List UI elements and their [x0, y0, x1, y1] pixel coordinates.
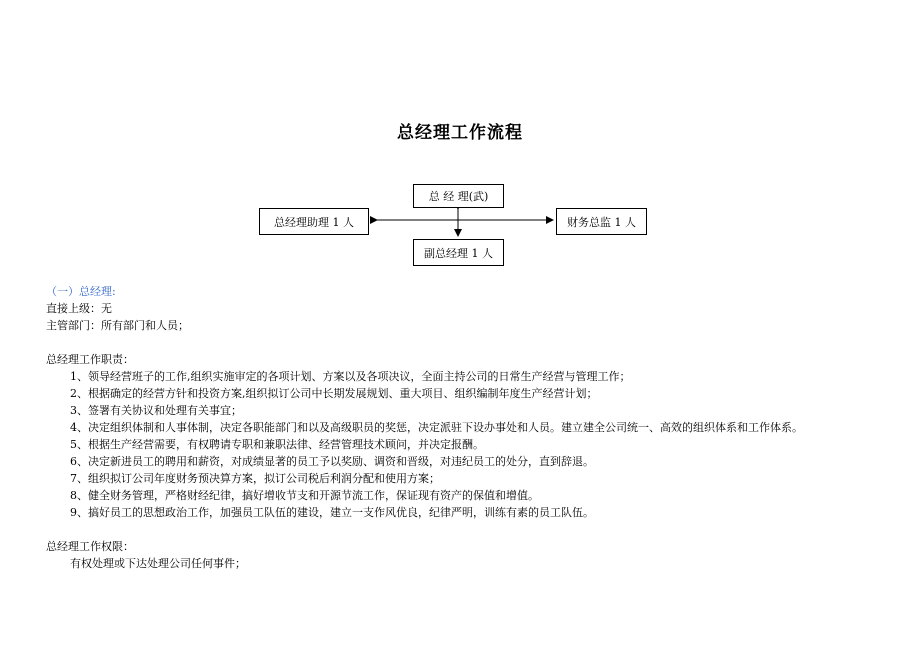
authority-heading: 总经理工作权限：	[46, 540, 134, 553]
managed-departments: 主管部门：所有部门和人员；	[46, 319, 189, 332]
responsibility-item: 5、根据生产经营需要，有权聘请专职和兼职法律、经营管理技术顾问，并决定报酬。	[70, 438, 484, 451]
authority-text: 有权处理或下达处理公司任何事件；	[70, 557, 246, 570]
responsibility-item: 2、根据确定的经营方针和投资方案,组织拟订公司中长期发展规划、重大项目、组织编制年度生产经营计划；	[70, 387, 598, 400]
responsibility-item: 9、搞好员工的思想政治工作，加强员工队伍的建设，建立一支作风优良，纪律严明，训练有素的员工队伍。	[70, 506, 594, 519]
section-heading: （一）总经理:	[46, 285, 116, 298]
responsibility-item: 6、决定新进员工的聘用和薪资，对成绩显著的员工予以奖励、调资和晋级，对违纪员工的处分，直到辞退。	[70, 455, 594, 468]
direct-superior: 直接上级：无	[46, 302, 112, 315]
assistant-box: 总经理助理 1 人	[259, 208, 369, 235]
finance-director-box: 财务总监 1 人	[556, 208, 647, 235]
responsibility-item: 3、签署有关协议和处理有关事宜；	[70, 404, 242, 417]
responsibility-item: 7、组织拟订公司年度财务预决算方案，拟订公司税后利润分配和使用方案；	[70, 472, 440, 485]
deputy-manager-box: 副总经理 1 人	[413, 239, 504, 266]
responsibility-item: 8、健全财务管理，严格财经纪律，搞好增收节支和开源节流工作，保证现有资产的保值和增值。	[70, 489, 539, 502]
responsibility-item: 1、领导经营班子的工作,组织实施审定的各项计划、方案以及各项决议，全面主持公司的日常生产经营与管理工作；	[70, 370, 631, 383]
responsibilities-heading: 总经理工作职责：	[46, 353, 134, 366]
general-manager-box: 总 经 理(武)	[413, 184, 504, 208]
responsibility-item: 4、决定组织体制和人事体制，决定各职能部门和以及高级职员的奖惩，决定派驻下设办事处和人员。建立建全公司统一、高效的组织体系和工作体系。	[70, 421, 803, 434]
page-title: 总经理工作流程	[397, 123, 523, 143]
